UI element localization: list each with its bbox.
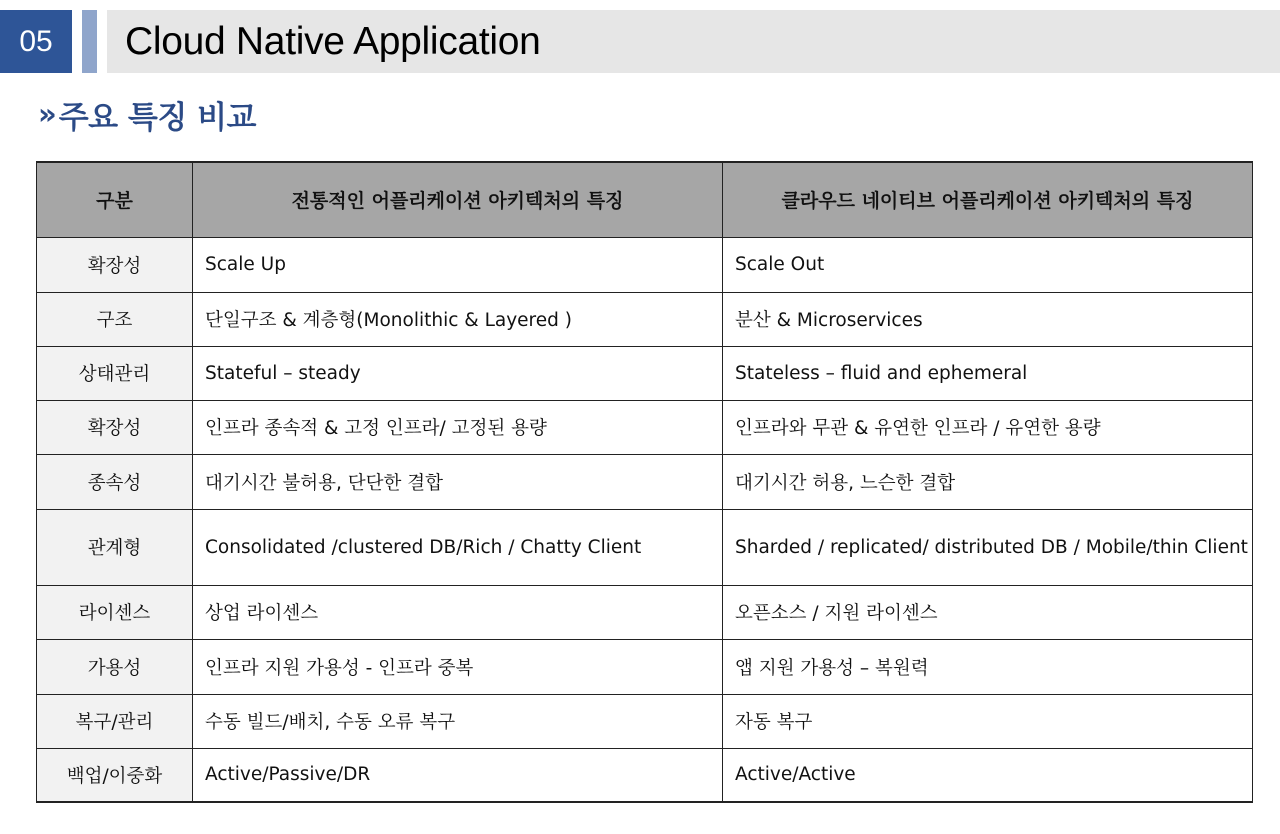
row-traditional-cell: Scale Up [193, 237, 723, 292]
row-traditional-cell: 상업 라이센스 [193, 585, 723, 639]
row-traditional-cell: Consolidated /clustered DB/Rich / Chatty Client [193, 509, 723, 585]
table-row [37, 237, 1253, 292]
table-row [37, 694, 1253, 748]
table-header-row [37, 162, 1253, 237]
row-category-cell: 확장성 [37, 400, 193, 454]
row-cloud-native-cell: 자동 복구 [723, 694, 1253, 748]
row-category-cell: 상태관리 [37, 346, 193, 400]
row-traditional-cell: 수동 빌드/배치, 수동 오류 복구 [193, 694, 723, 748]
row-traditional-cell: 인프라 종속적 & 고정 인프라/ 고정된 용량 [193, 400, 723, 454]
row-cloud-native-cell: Sharded / replicated/ distributed DB / Mobile/thin Client [723, 509, 1253, 585]
column-header-category: 구분 [37, 162, 193, 237]
section-number: 05 [0, 10, 72, 73]
header-bar [107, 10, 1280, 73]
row-traditional-cell: 단일구조 & 계층형(Monolithic & Layered ) [193, 292, 723, 346]
table-row [37, 639, 1253, 694]
column-header-traditional: 전통적인 어플리케이션 아키텍처의 특징 [193, 162, 723, 237]
table-row [37, 346, 1253, 400]
table-body [37, 237, 1253, 802]
row-category-cell: 종속성 [37, 454, 193, 509]
row-traditional-cell: Active/Passive/DR [193, 748, 723, 802]
double-chevron-icon: » [38, 97, 53, 131]
row-cloud-native-cell: 인프라와 무관 & 유연한 인프라 / 유연한 용량 [723, 400, 1253, 454]
table-row [37, 585, 1253, 639]
row-cloud-native-cell: 오픈소스 / 지원 라이센스 [723, 585, 1253, 639]
row-traditional-cell: 인프라 지원 가용성 - 인프라 중복 [193, 639, 723, 694]
page-title: Cloud Native Application [125, 19, 541, 63]
row-category-cell: 구조 [37, 292, 193, 346]
subheading-text: 주요 특징 비교 [58, 99, 256, 136]
row-category-cell: 복구/관리 [37, 694, 193, 748]
row-category-cell: 백업/이중화 [37, 748, 193, 802]
table-row [37, 454, 1253, 509]
row-traditional-cell: Stateful – steady [193, 346, 723, 400]
row-cloud-native-cell: 분산 & Microservices [723, 292, 1253, 346]
table-row [37, 292, 1253, 346]
row-cloud-native-cell: 앱 지원 가용성 – 복원력 [723, 639, 1253, 694]
column-header-cloud-native: 클라우드 네이티브 어플리케이션 아키텍처의 특징 [723, 162, 1253, 237]
row-cloud-native-cell: Active/Active [723, 748, 1253, 802]
row-category-cell: 가용성 [37, 639, 193, 694]
row-cloud-native-cell: 대기시간 허용, 느슨한 결합 [723, 454, 1253, 509]
row-category-cell: 라이센스 [37, 585, 193, 639]
comparison-table [36, 161, 1253, 803]
table-row [37, 400, 1253, 454]
table-row [37, 748, 1253, 802]
row-category-cell: 확장성 [37, 237, 193, 292]
table-row [37, 509, 1253, 585]
row-cloud-native-cell: Scale Out [723, 237, 1253, 292]
row-traditional-cell: 대기시간 불허용, 단단한 결합 [193, 454, 723, 509]
header-accent-bar [82, 10, 97, 73]
row-category-cell: 관계형 [37, 509, 193, 585]
section-subheading [38, 92, 256, 136]
row-cloud-native-cell: Stateless – fluid and ephemeral [723, 346, 1253, 400]
